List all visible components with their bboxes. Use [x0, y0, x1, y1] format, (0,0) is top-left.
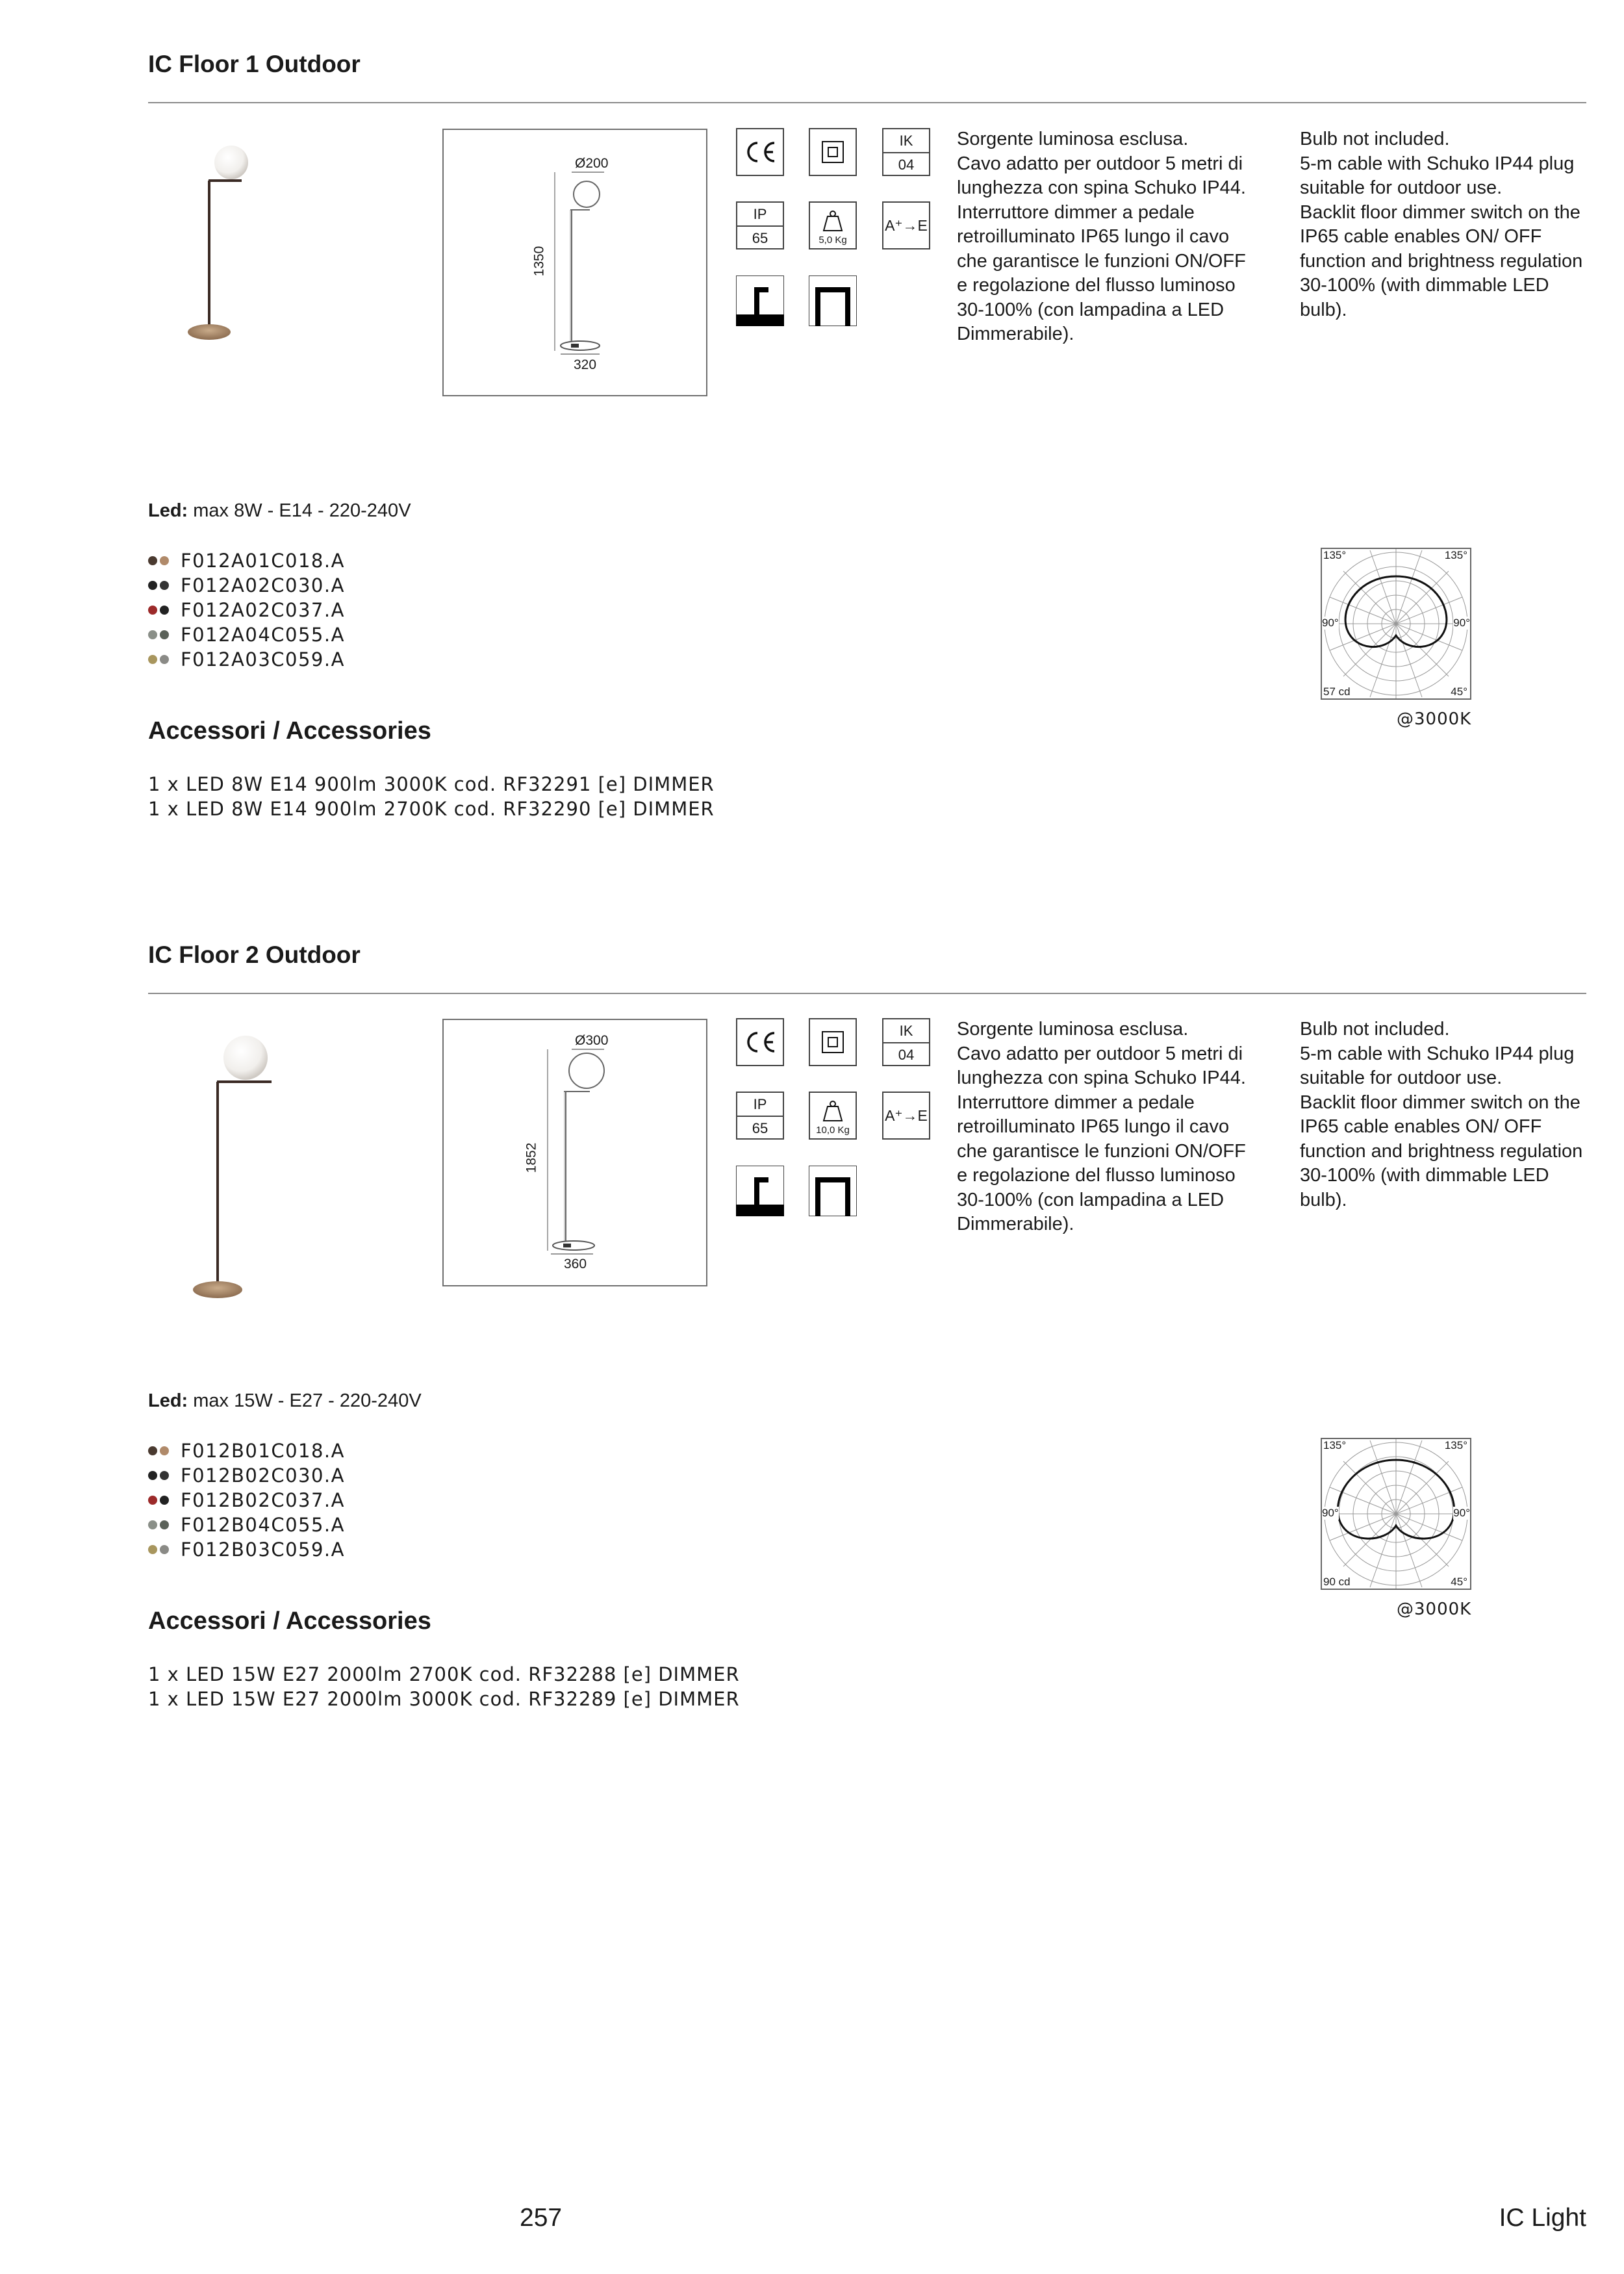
weight-label: 10,0 Kg — [816, 1125, 850, 1136]
product-photo — [162, 130, 318, 364]
polar-label: 90° — [1453, 1507, 1470, 1519]
accessories-list — [148, 772, 715, 821]
height-label: 1350 — [531, 246, 547, 277]
color-swatch — [148, 556, 157, 565]
polar-label: 45° — [1451, 685, 1467, 698]
color-swatch — [160, 1545, 169, 1554]
floor-mount-icon — [736, 1166, 784, 1216]
polar-caption: @3000K — [1397, 709, 1472, 729]
class-ii-icon — [809, 128, 857, 176]
code-row: F012A02C030.A — [148, 573, 345, 598]
height-label: 1852 — [524, 1142, 539, 1173]
polar-label: 90° — [1453, 617, 1470, 629]
polar-label: 135° — [1323, 549, 1347, 561]
accessory-item: 1 x LED 8W E14 900lm 3000K cod. RF32291 [e] DIMMER — [148, 773, 715, 795]
code-row: F012B02C037.A — [148, 1488, 345, 1513]
code-row: F012B03C059.A — [148, 1537, 345, 1562]
color-swatch — [148, 1471, 157, 1480]
energy-class-icon — [882, 201, 930, 249]
color-swatch — [160, 606, 169, 615]
energy-label: A⁺→E — [885, 1106, 928, 1124]
color-swatch — [160, 556, 169, 565]
product-codes — [148, 548, 345, 672]
color-swatch — [160, 1496, 169, 1505]
photometric-diagram — [1321, 1438, 1471, 1590]
base-label: 320 — [574, 357, 597, 372]
description-italian: Sorgente luminosa esclusa. Cavo adatto per outdoor 5 metri di lunghezza con spina Schuko IP44. Interruttore dimmer a pedale retroilluminato IP65 lungo il cavo che garantisce le funzioni ON/OFF e regolazione del flusso luminoso 30-100% (con lampadina a LED Dimmerabile). — [957, 129, 1246, 344]
ik-rating-badge: IK 04 — [882, 128, 930, 176]
code-row: F012A03C059.A — [148, 647, 345, 672]
description-english: Bulb not included. 5-m cable with Schuko IP44 plug suitable for outdoor use. Backlit floor dimmer switch on the IP65 cable enables ON/ OFF function and brightness regulation 30-100% (with dimmable LED bulb). — [1300, 129, 1583, 320]
accessories-title: Accessori / Accessories — [148, 1607, 431, 1635]
product-codes — [148, 1438, 345, 1562]
polar-scale-label: 90 cd — [1323, 1576, 1351, 1588]
code-row: F012A04C055.A — [148, 622, 345, 647]
floor-mount-icon — [736, 275, 784, 326]
color-swatch — [148, 1446, 157, 1455]
ce-mark-icon — [736, 128, 784, 176]
color-swatch — [148, 630, 157, 639]
energy-class-icon — [882, 1092, 930, 1140]
ip-rating-badge: IP 65 — [736, 1092, 784, 1140]
diameter-label: Ø300 — [575, 1033, 609, 1048]
code-row: F012B02C030.A — [148, 1463, 345, 1488]
section-title: IC Floor 2 Outdoor — [148, 941, 361, 968]
description-italian: Sorgente luminosa esclusa. Cavo adatto per outdoor 5 metri di lunghezza con spina Schuko IP44. Interruttore dimmer a pedale retroilluminato IP65 lungo il cavo che garantisce le funzioni ON/OFF e regolazione del flusso luminoso 30-100% (con lampadina a LED Dimmerabile). — [957, 1019, 1246, 1234]
polar-label: 135° — [1444, 1439, 1467, 1451]
accessories-list — [148, 1662, 740, 1711]
polar-label: 135° — [1323, 1439, 1347, 1451]
led-spec: Led: max 15W - E27 - 220-240V — [148, 1390, 422, 1411]
color-swatch — [160, 581, 169, 590]
ik-rating-badge: IK 04 — [882, 1018, 930, 1066]
accessory-item: 1 x LED 15W E27 2000lm 2700K cod. RF32288 [e] DIMMER — [148, 1663, 740, 1685]
description-english: Bulb not included. 5-m cable with Schuko IP44 plug suitable for outdoor use. Backlit floor dimmer switch on the IP65 cable enables ON/ OFF function and brightness regulation 30-100% (with dimmable LED bulb). — [1300, 1019, 1583, 1210]
color-swatch — [148, 1520, 157, 1529]
page-number: 257 — [520, 2204, 563, 2232]
ce-mark-icon — [736, 1018, 784, 1066]
color-swatch — [160, 1471, 169, 1480]
color-swatch — [160, 1520, 169, 1529]
product-photo — [162, 1017, 318, 1316]
divider — [148, 102, 1586, 103]
polar-scale-label: 57 cd — [1323, 685, 1351, 698]
polar-label: 90° — [1322, 617, 1339, 629]
color-swatch — [148, 1496, 157, 1505]
polar-caption: @3000K — [1397, 1600, 1472, 1619]
accessory-item: 1 x LED 15W E27 2000lm 3000K cod. RF32289 [e] DIMMER — [148, 1688, 740, 1710]
divider — [148, 993, 1586, 994]
weight-icon — [809, 201, 857, 249]
outdoor-mount-icon — [809, 275, 857, 326]
code-row: F012B04C055.A — [148, 1513, 345, 1537]
color-swatch — [160, 630, 169, 639]
outdoor-mount-icon — [809, 1166, 857, 1216]
technical-drawing — [442, 1019, 707, 1286]
technical-drawing — [442, 129, 707, 396]
energy-label: A⁺→E — [885, 216, 928, 234]
polar-label: 135° — [1444, 549, 1467, 561]
color-swatch — [148, 581, 157, 590]
base-label: 360 — [564, 1257, 587, 1271]
section-title: IC Floor 1 Outdoor — [148, 51, 361, 77]
code-row: F012A02C037.A — [148, 598, 345, 622]
accessory-item: 1 x LED 8W E14 900lm 2700K cod. RF32290 [e] DIMMER — [148, 798, 715, 820]
polar-label: 90° — [1322, 1507, 1339, 1519]
led-spec: Led: max 8W - E14 - 220-240V — [148, 500, 411, 521]
polar-label: 45° — [1451, 1576, 1467, 1588]
code-row: F012B01C018.A — [148, 1438, 345, 1463]
color-swatch — [160, 655, 169, 664]
weight-label: 5,0 Kg — [818, 235, 847, 246]
color-swatch — [148, 655, 157, 664]
photometric-diagram — [1321, 548, 1471, 700]
color-swatch — [148, 606, 157, 615]
color-swatch — [160, 1446, 169, 1455]
accessories-title: Accessori / Accessories — [148, 717, 431, 745]
diameter-label: Ø200 — [575, 156, 609, 171]
code-row: F012A01C018.A — [148, 548, 345, 573]
weight-icon — [809, 1092, 857, 1140]
color-swatch — [148, 1545, 157, 1554]
ip-rating-badge: IP 65 — [736, 201, 784, 249]
brand-name: IC Light — [1499, 2204, 1586, 2232]
class-ii-icon — [809, 1018, 857, 1066]
